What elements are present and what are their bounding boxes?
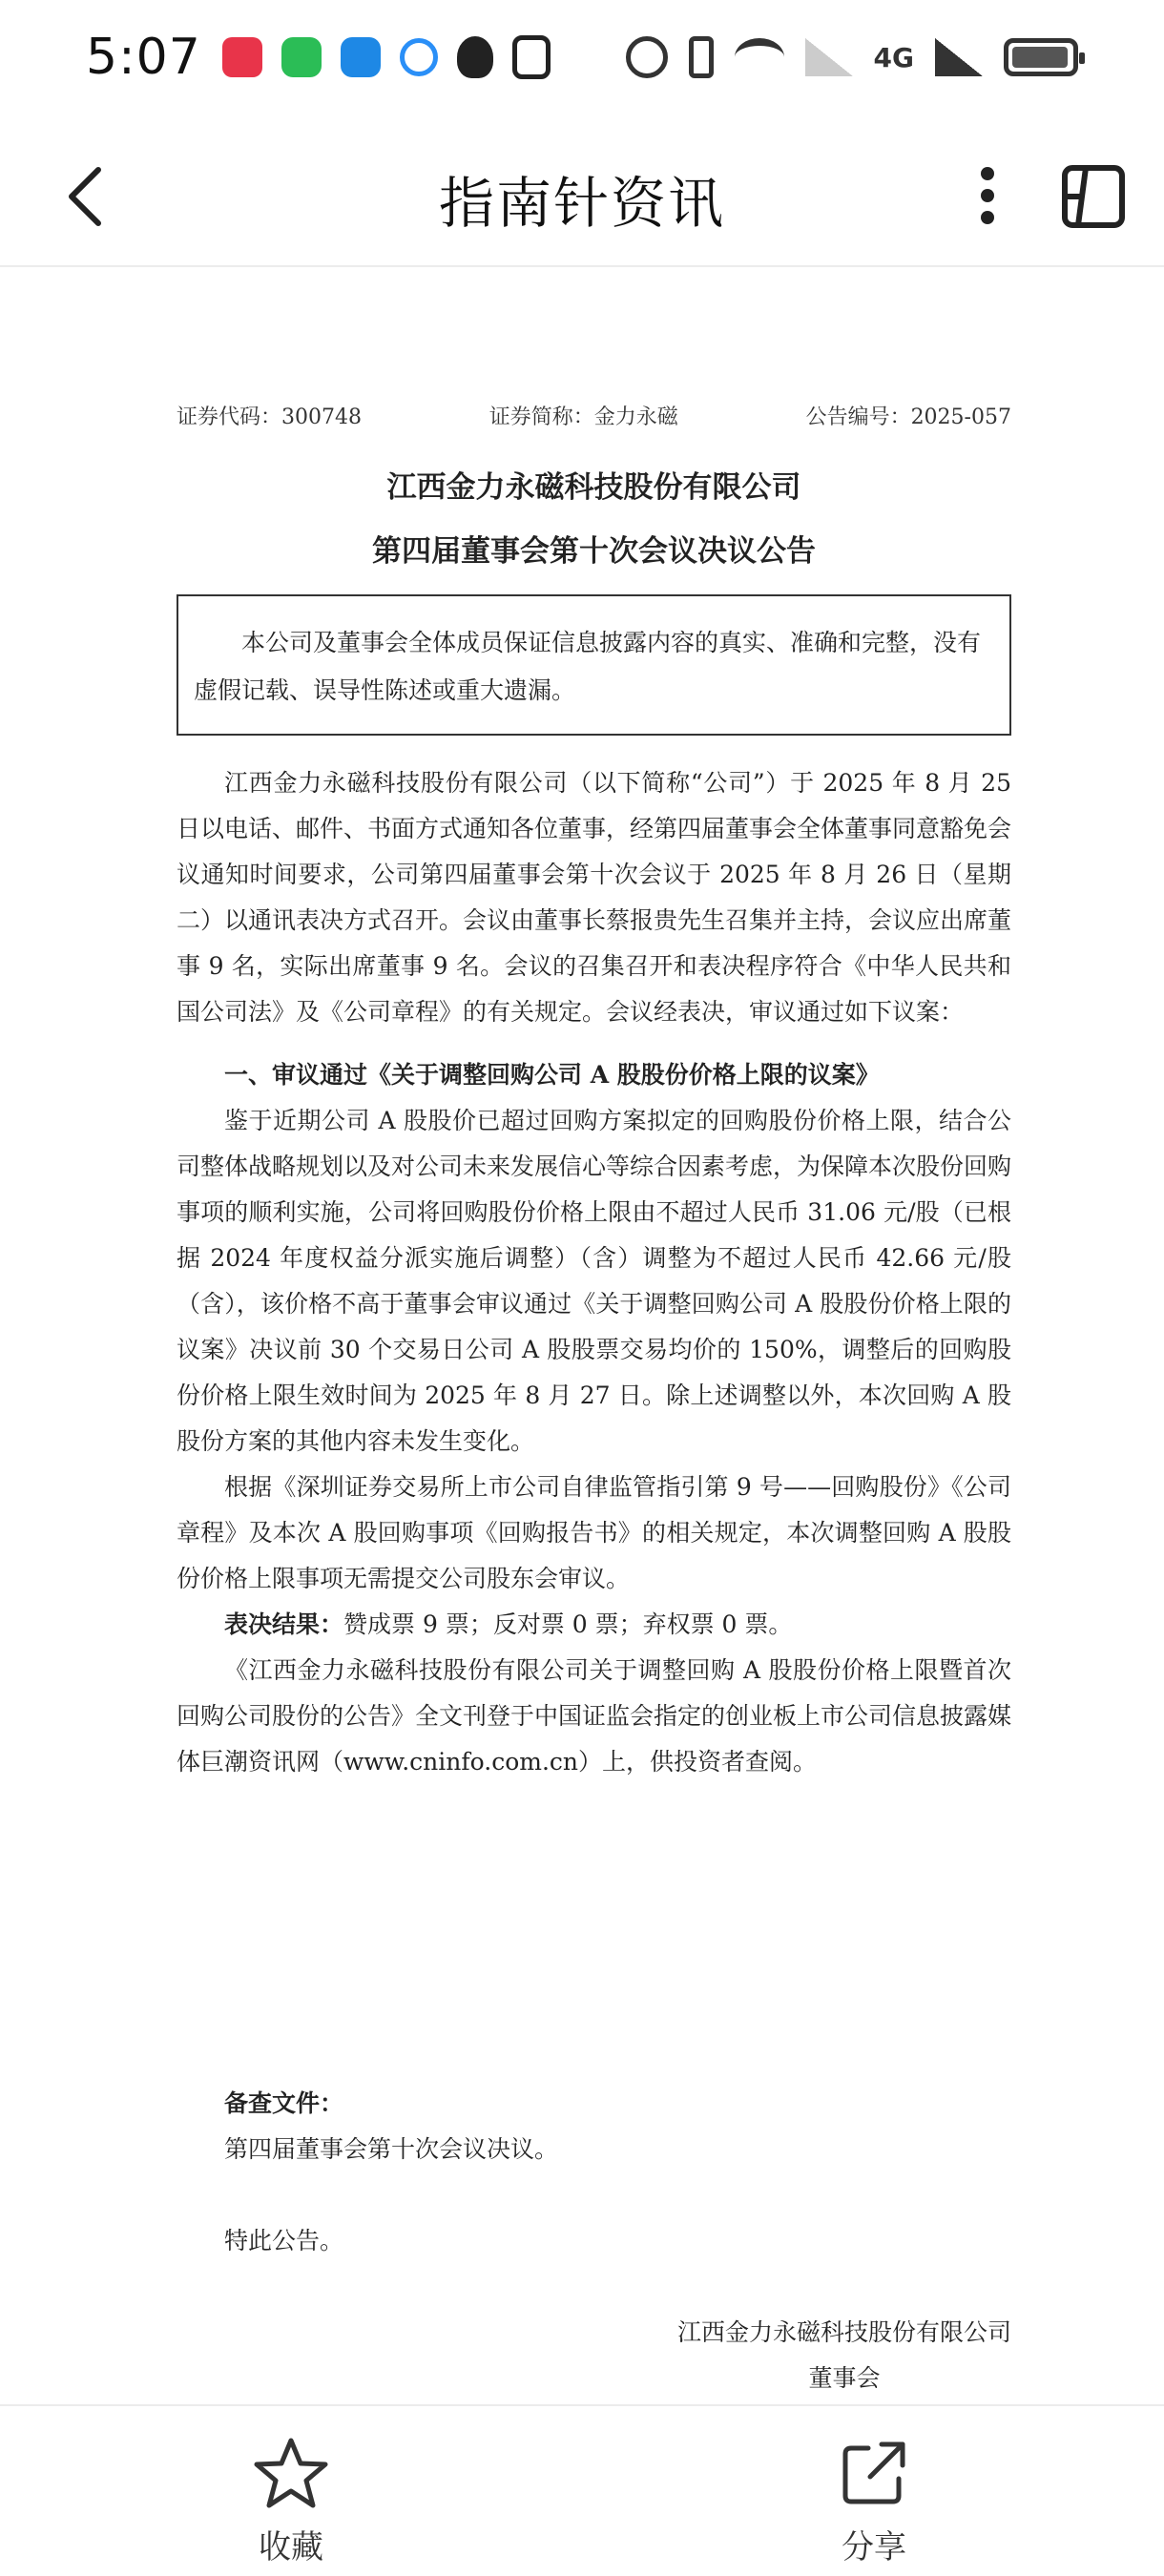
favorite-button[interactable] (215, 2435, 367, 2567)
intro-paragraph: 江西金力永磁科技股份有限公司（以下简称“公司”）于 2025 年 8 月 25 日以电话、邮件、书面方式通知各位董事，经第四届董事会全体董事同意豁免会议通知时间要求，公司第四届董事会第十次会议于 2025 年 8 月 26 日（星期二）以通讯表决方式召开。会议由董事长蔡报贵先生召集并主持，会议应出席董事 9 名，实际出席董事 9 名。会议的召集召开和表决程序符合《中华人民共和国公司法》及《公司章程》的有关规定。会议经表决，审议通过如下议案： (177, 769, 1012, 1026)
stock-code: 证券代码：300748 (177, 405, 362, 429)
signal-icon (805, 38, 853, 76)
wifi-icon (735, 38, 784, 76)
attachment-heading: 备查文件： (224, 2089, 344, 2117)
signal-strength-icon (935, 38, 983, 76)
page-title: 指南针资讯 (438, 171, 725, 236)
star-icon (253, 2435, 329, 2511)
share-button[interactable] (798, 2435, 950, 2567)
signature-company: 江西金力永磁科技股份有限公司 (676, 2318, 1011, 2346)
company-name: 江西金力永磁科技股份有限公司 (386, 470, 801, 505)
status-time: 5:07 (86, 29, 201, 86)
document-title: 第四届董事会第十次会议决议公告 (372, 534, 816, 569)
body-paragraph: 根据《深圳证券交易所上市公司自律监管指引第 9 号——回购股份》《公司章程》及本次 A 股回购事项《回购报告书》的相关规定，本次调整回购 A 股股份价格上限事项无需提交公司股东会审议。 (177, 1473, 1011, 1592)
body-paragraph: 鉴于近期公司 A 股股价已超过回购方案拟定的回购股份价格上限，结合公司整体战略规划以及对公司未来发展信心等综合因素考虑，为保障本次股份回购事项的顺利实施，公司将回购股份价格上限由不超过人民币 31.06 元/股（已根据 2024 年度权益分派实施后调整）（含）调整为不超过人民币 42.66 元/股（含），该价格不高于董事会审议通过《关于调整回购公司 A 股股份价格上限的议案》决议前 30 个交易日公司 A 股股票交易均价的 150%，调整后的回购股份价格上限生效时间为 2025 年 8 月 27 日。除上述调整以外，本次回购 A 股股份方案的其他内容未发生变化。 (177, 1107, 1012, 1455)
battery-icon (1004, 38, 1078, 76)
closing-text: 特此公告。 (224, 2227, 344, 2254)
stock-short-name: 证券简称：金力永磁 (488, 405, 678, 429)
vote-result (177, 1602, 1011, 1648)
search-app-icon (400, 38, 438, 76)
body-paragraph: 《江西金力永磁科技股份有限公司关于调整回购 A 股股份价格上限暨首次回购公司股份的公告》全文刊登于中国证监会指定的创业板上市公司信息披露媒体巨潮资讯网（www.cninfo.com.cn）上，供投资者查阅。 (177, 1656, 1012, 1776)
signature-board: 董事会 (808, 2364, 881, 2392)
attachment-item: 第四届董事会第十次会议决议。 (224, 2135, 559, 2163)
blue-app-icon (341, 37, 381, 77)
vote-label: 表决结果： (224, 1610, 344, 1638)
vibrate-icon (689, 36, 714, 78)
system-icons (626, 36, 1078, 78)
network-type-label: 4G (873, 41, 914, 73)
notification-icons (222, 35, 551, 79)
bottom-action-bar (0, 2404, 1164, 2576)
huawei-app-icon (222, 37, 262, 77)
notice-number: 公告编号：2025-057 (805, 405, 1011, 429)
more-vertical-icon (964, 167, 1011, 224)
vote-text: 赞成票 9 票；反对票 0 票；弃权票 0 票。 (343, 1610, 793, 1638)
wechat-icon (281, 37, 322, 77)
share-label: 分享 (842, 2528, 906, 2566)
split-screen-button[interactable] (1059, 162, 1128, 231)
split-screen-icon (1059, 162, 1128, 231)
qq-icon (457, 36, 493, 78)
attachments (177, 2081, 1011, 2172)
nfc-icon (512, 35, 551, 79)
section-heading: 一、审议通过《关于调整回购公司 A 股股份价格上限的议案》 (224, 1061, 880, 1089)
app-header (0, 124, 1164, 267)
document-meta (177, 401, 1011, 430)
share-icon (836, 2435, 912, 2511)
announcement-document (177, 401, 1011, 2447)
status-bar (0, 0, 1164, 114)
more-options-button[interactable] (964, 158, 1011, 235)
disclaimer-box: 本公司及董事会全体成员保证信息披露内容的真实、准确和完整，没有虚假记载、误导性陈述或重大遗漏。 (177, 594, 1011, 736)
favorite-label: 收藏 (259, 2528, 323, 2566)
alarm-icon (626, 36, 668, 78)
